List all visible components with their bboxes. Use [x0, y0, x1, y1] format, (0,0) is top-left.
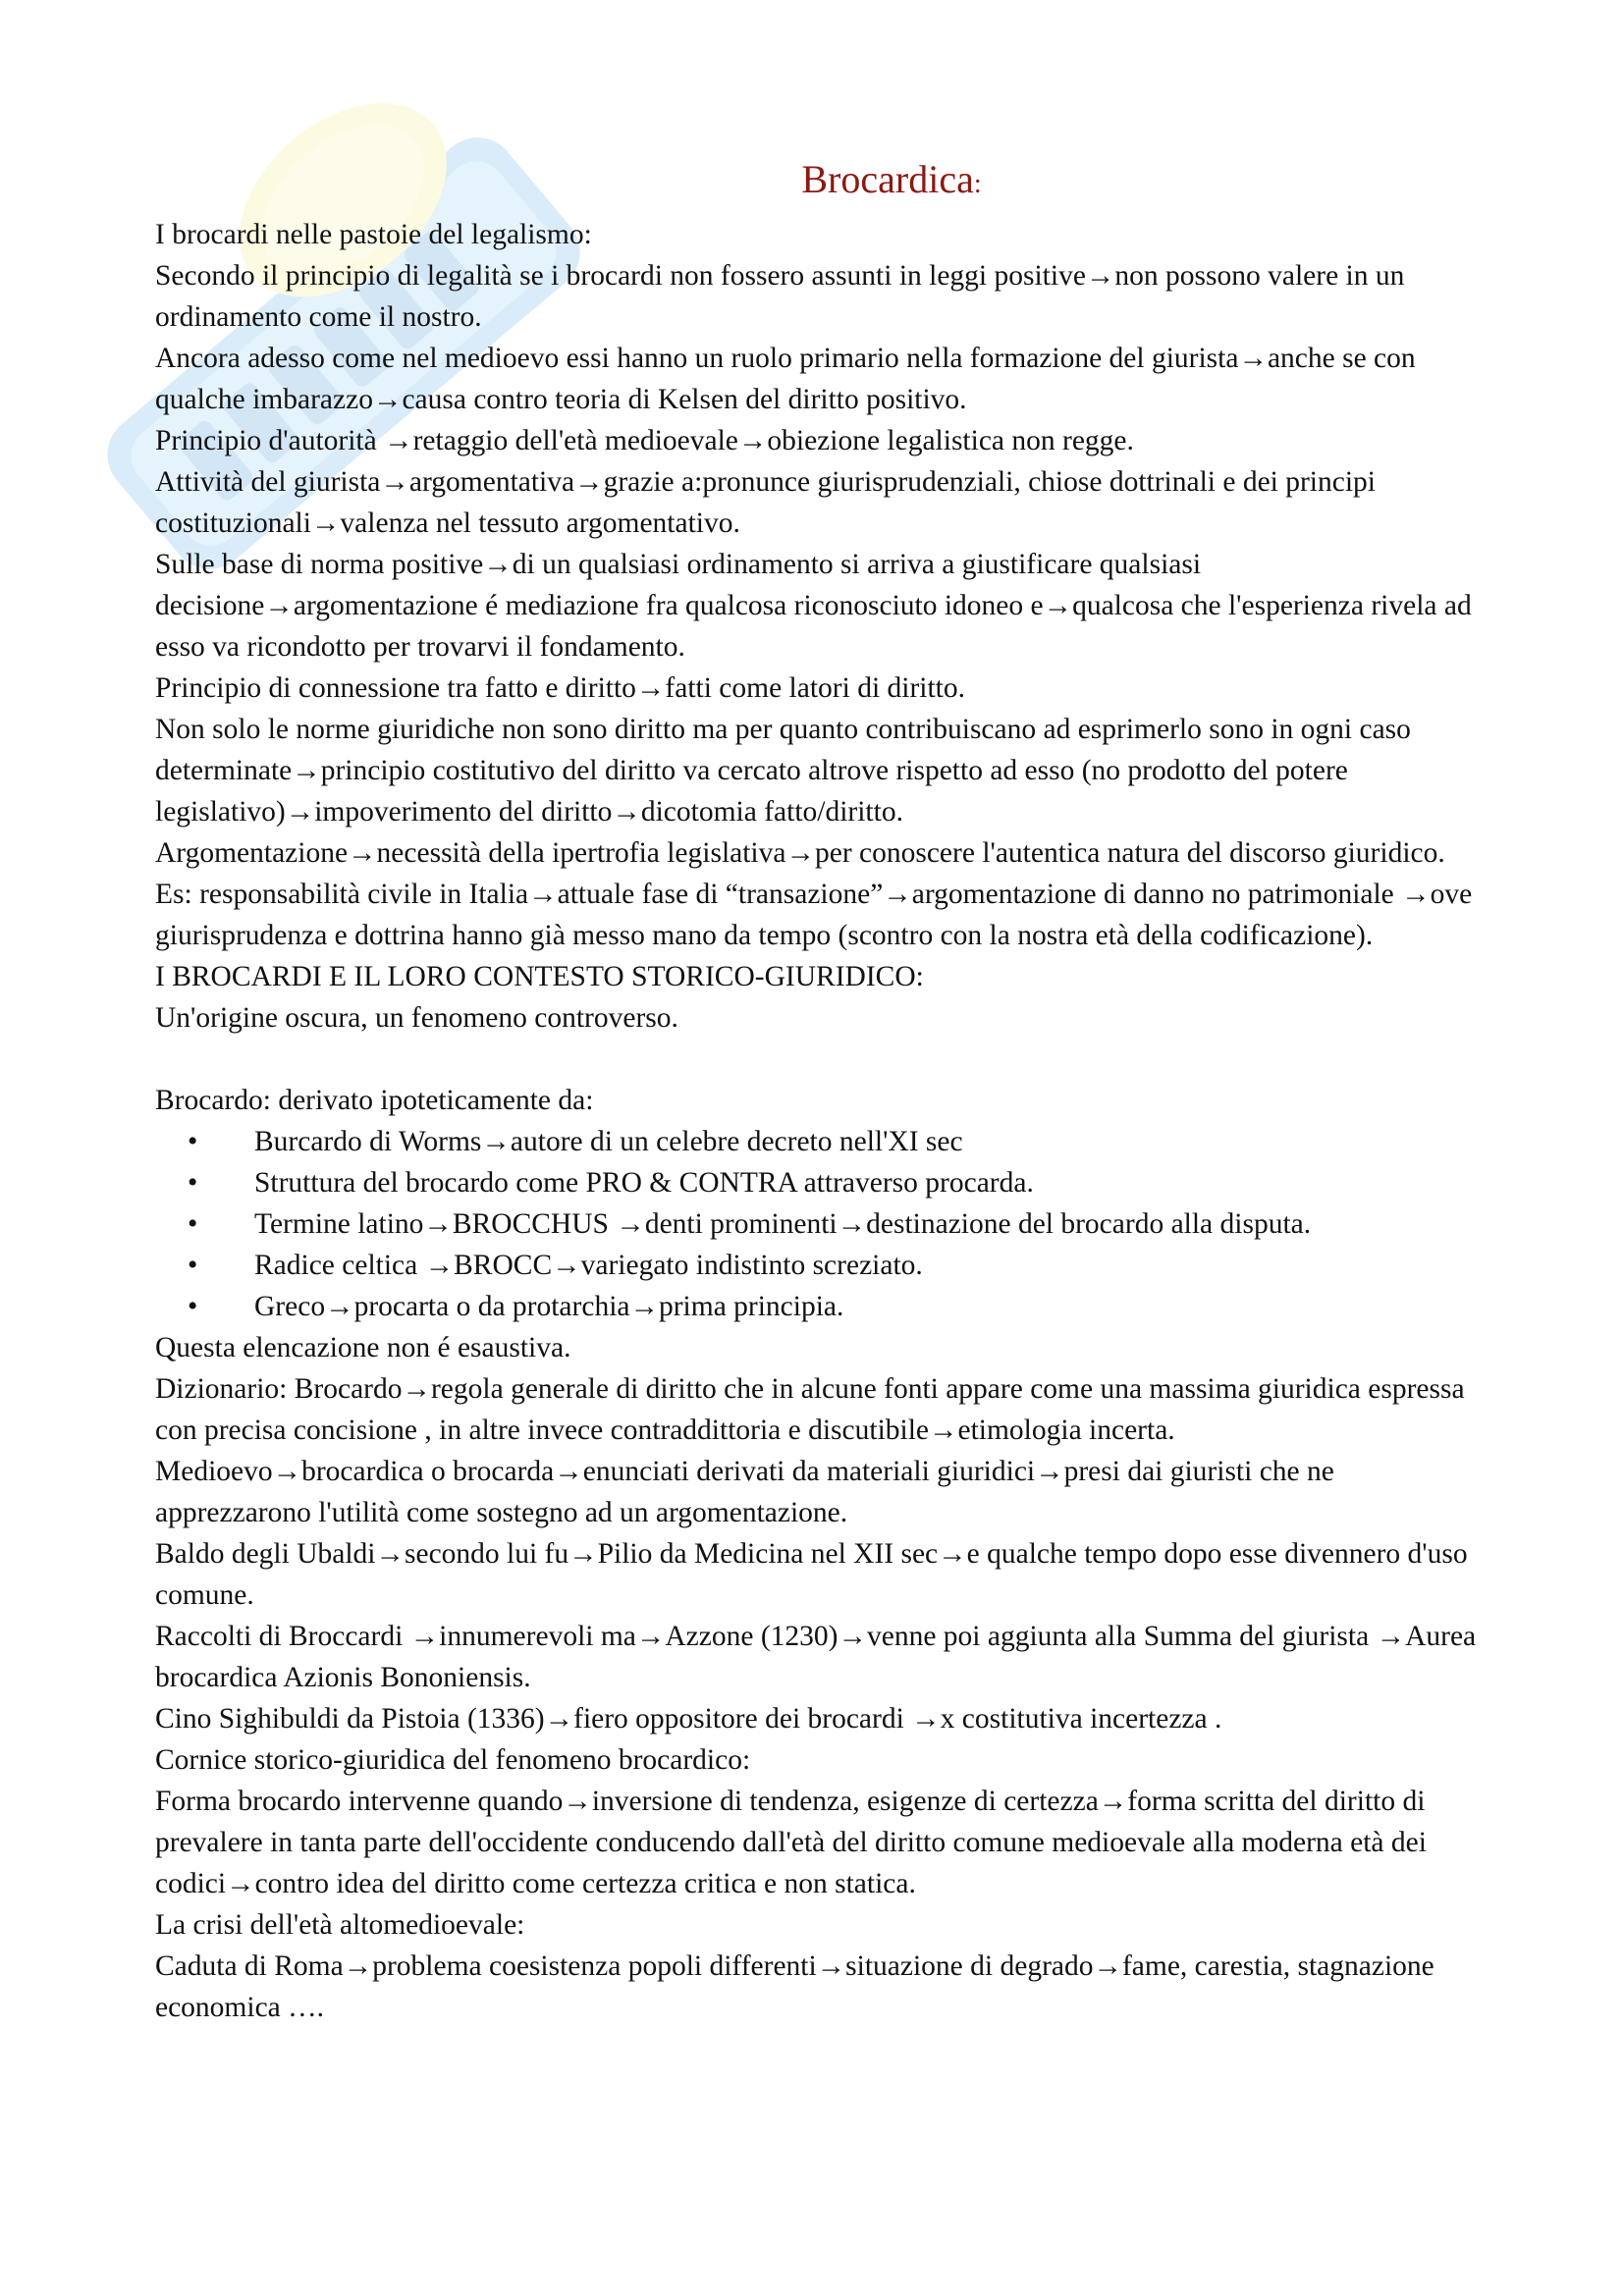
paragraph: Raccolti di Broccardi →innumerevoli ma→Azzone (1230)→venne poi aggiunta alla Summa del giurista →Aurea brocardica Azionis Bononiensis.: [155, 1621, 1477, 1693]
paragraph: Dizionario: Brocardo→regola generale di diritto che in alcune fonti appare come una massima giuridica espressa con precisa concisione , in altre invece contraddittoria e discutibile→etimologia incerta.: [155, 1373, 1465, 1446]
paragraph: Argomentazione→necessità della ipertrofia legislativa→per conoscere l'autentica natura del discorso giuridico.: [155, 837, 1445, 869]
paragraph: Principio di connessione tra fatto e diritto→fatti come latori di diritto.: [155, 672, 965, 704]
paragraph: Principio d'autorità →retaggio dell'età medioevale→obiezione legalistica non regge.: [155, 425, 1134, 456]
paragraph: Ancora adesso come nel medioevo essi hanno un ruolo primario nella formazione del giurista→anche se con qualche imbarazzo→causa contro teoria di Kelsen del diritto positivo.: [155, 343, 1416, 415]
bullet-icon: •: [188, 1291, 198, 1322]
section-heading-legalismo: I brocardi nelle pastoie del legalismo:: [155, 219, 592, 250]
paragraph: Secondo il principio di legalità se i brocardi non fossero assunti in leggi positive→non possono valere in un ordinamento come il nostro.: [155, 260, 1405, 333]
bullet-icon: •: [188, 1167, 198, 1199]
list-intro: Brocardo: derivato ipoteticamente da:: [155, 1085, 594, 1116]
paragraph: Baldo degli Ubaldi→secondo lui fu→Pilio da Medicina nel XII sec→e qualche tempo dopo esse divennero d'uso comune.: [155, 1538, 1468, 1611]
section-heading-cornice: Cornice storico-giuridica del fenomeno brocardico:: [155, 1744, 751, 1776]
list-item: [155, 1162, 1490, 1203]
list-item-text: Burcardo di Worms→autore di un celebre decreto nell'XI sec: [254, 1126, 963, 1157]
paragraph: Sulle base di norma positive→di un qualsiasi ordinamento si arriva a giustificare qualsiasi decisione→argomentazione é mediazione fra qualcosa riconosciuto idoneo e→qualcosa che l'esperienza rivela ad esso va ricondotto per trovarvi il fondamento.: [155, 549, 1472, 663]
document-title: [155, 152, 1490, 212]
paragraph: Forma brocardo intervenne quando→inversione di tendenza, esigenze di certezza→forma scritta del diritto di prevalere in tanta parte dell'occidente conducendo dall'età del diritto comune medioevale alla moderna età dei codici→contro idea del diritto come certezza critica e non statica.: [155, 1786, 1427, 1899]
list-item-text: Struttura del brocardo come PRO & CONTRA attraverso procarda.: [254, 1167, 1034, 1199]
list-item: [155, 1203, 1490, 1245]
title-suffix: :: [973, 169, 982, 199]
title-text: Brocardica: [801, 157, 974, 201]
paragraph: Caduta di Roma→problema coesistenza popoli differenti→situazione di degrado→fame, carestia, stagnazione economica ….: [155, 1950, 1434, 2023]
list-item-text: Greco→procarta o da protarchia→prima principia.: [254, 1291, 844, 1322]
bullet-icon: •: [188, 1208, 198, 1240]
list-item: [155, 1286, 1490, 1327]
paragraph: Cino Sighibuldi da Pistoia (1336)→fiero oppositore dei brocardi →x costitutiva incertezza .: [155, 1703, 1222, 1735]
section-heading-contesto: I BROCARDI E IL LORO CONTESTO STORICO-GIURIDICO:: [155, 961, 924, 992]
paragraph: Medioevo→brocardica o brocarda→enunciati derivati da materiali giuridici→presi dai giuristi che ne apprezzarono l'utilità come sostegno ad un argomentazione.: [155, 1456, 1334, 1528]
list-item: [155, 1245, 1490, 1286]
paragraph: Questa elencazione non é esaustiva.: [155, 1332, 571, 1363]
paragraph: Attività del giurista→argomentativa→grazie a:pronunce giurisprudenziali, chiose dottrinali e dei principi costituzionali→valenza nel tessuto argomentativo.: [155, 466, 1376, 539]
bullet-icon: •: [188, 1126, 198, 1157]
document-page: [155, 152, 1490, 2028]
section-heading-crisi: La crisi dell'età altomedioevale:: [155, 1909, 525, 1941]
blank-line: [155, 1039, 1490, 1080]
paragraph: Non solo le norme giuridiche non sono diritto ma per quanto contribuiscano ad esprimerlo sono in ogni caso determinate→principio costitutivo del diritto va cercato altrove rispetto ad esso (no prodotto del potere legislativo)→impoverimento del diritto→dicotomia fatto/diritto.: [155, 714, 1411, 828]
list-item-text: Termine latino→BROCCHUS →denti prominenti→destinazione del brocardo alla disputa.: [254, 1208, 1312, 1240]
etymology-list: [155, 1121, 1490, 1327]
subheading-origine: Un'origine oscura, un fenomeno controverso.: [155, 1002, 678, 1034]
list-item-text: Radice celtica →BROCC→variegato indistinto screziato.: [254, 1250, 923, 1281]
paragraph: Es: responsabilità civile in Italia→attuale fase di “transazione”→argomentazione di danno no patrimoniale →ove giurisprudenza e dottrina hanno già messo mano da tempo (scontro con la nostra età della codificazione).: [155, 879, 1473, 951]
list-item: [155, 1121, 1490, 1162]
bullet-icon: •: [188, 1250, 198, 1281]
